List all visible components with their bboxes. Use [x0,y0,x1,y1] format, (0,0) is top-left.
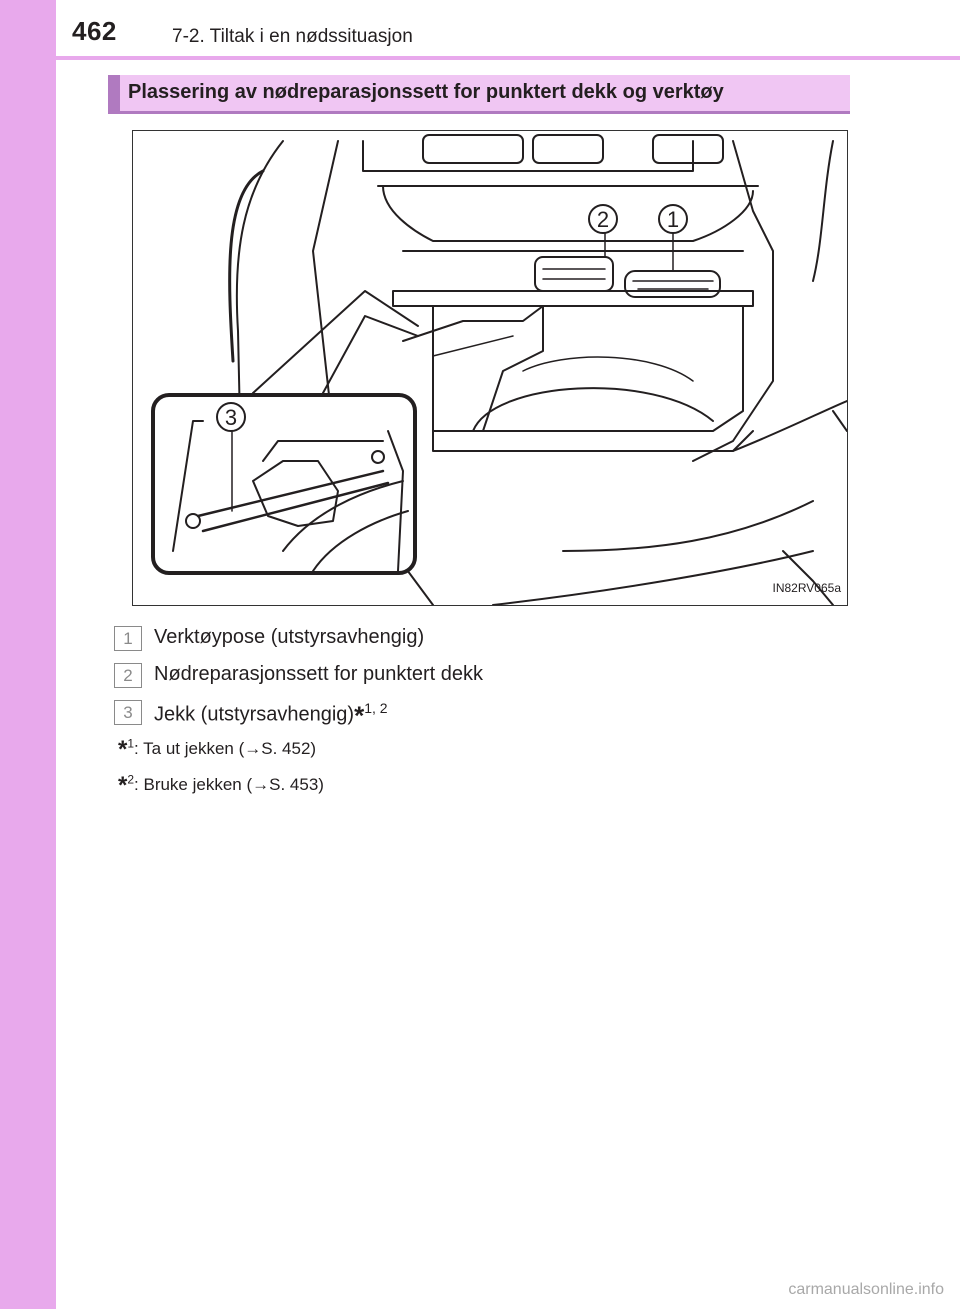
list-number-2: 2 [114,663,142,688]
footnote-number: 1 [127,736,135,751]
trunk-illustration [132,130,848,606]
footnote-1 [118,736,316,764]
footnote-star: * [118,772,128,799]
list-item-text: Jekk (utstyrsavhengig) [154,703,355,726]
list-item-jack [154,700,388,732]
list-item-text: Verktøypose (utstyrsavhengig) [154,626,425,648]
watermark: carmanualsonline.info [788,1281,944,1298]
footnote-text: : Bruke jekken (→S. 453) [134,775,324,794]
figure-code: IN82RV065a [772,581,841,595]
chapter-title: 7-2. Tiltak i en nødssituasjon [172,26,413,47]
figure-callout-1: 1 [666,207,680,232]
footnote-star: * [354,700,365,731]
section-title: Plassering av nødreparasjonssett for punktert dekk og verktøy [128,81,724,103]
figure-callout-3: 3 [224,405,238,430]
list-number-3: 3 [114,700,142,725]
footnote-refs: 1, 2 [364,700,388,716]
footnote-number: 2 [127,772,135,787]
figure-callout-2: 2 [596,207,610,232]
list-item-repair-kit [154,663,483,686]
list-item-tool-bag [154,626,424,649]
sidebar-tab [0,0,56,1309]
section-marker [108,75,120,111]
page-number: 462 [72,16,117,46]
list-number-1: 1 [114,626,142,651]
list-item-text: Nødreparasjonssett for punktert dekk [154,663,484,685]
footnote-2 [118,772,324,800]
footnote-text: : Ta ut jekken (→S. 452) [134,739,317,758]
header-rule [0,56,960,60]
footnote-star: * [118,736,128,763]
section-header [108,75,850,111]
section-underline [108,111,850,114]
trunk-drawing [133,131,847,605]
